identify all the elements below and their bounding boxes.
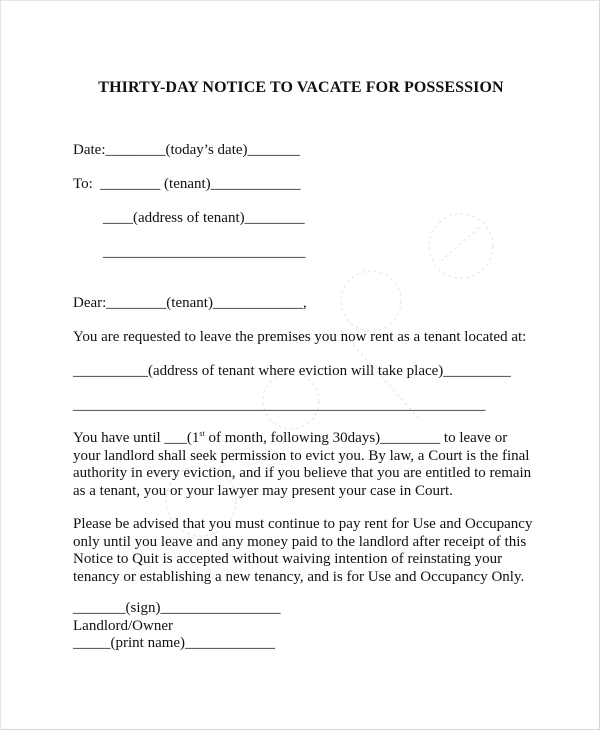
signer-role: Landlord/Owner bbox=[73, 617, 173, 634]
paragraph-deadline bbox=[73, 430, 543, 500]
print-name-line: _____(print name)____________ bbox=[73, 635, 276, 651]
paragraph-line: only until you leave and any money paid to the landlord after receipt of this bbox=[73, 533, 527, 550]
address-field: ____(address of tenant)________ bbox=[103, 210, 305, 226]
deadline-text-cont: of month, following 30days)________ to leave or bbox=[204, 430, 508, 446]
ordinal-suffix: st bbox=[199, 429, 205, 438]
paragraph-line: your landlord shall seek permission to evict you. By law, a Court is the final bbox=[73, 447, 530, 464]
paragraph-line: authority in every eviction, and if you believe that you are entitled to remain bbox=[73, 465, 532, 481]
paragraph-line: Notice to Quit is accepted without waiving intention of reinstating your bbox=[73, 551, 503, 567]
paragraph-line: as a tenant, you or your lawyer may present your case in Court. bbox=[73, 482, 453, 499]
to-field: To: ________ (tenant)____________ bbox=[73, 176, 301, 192]
paragraph-rent bbox=[73, 516, 543, 586]
paragraph-line: tenancy or establishing a new tenancy, and is for Use and Occupancy Only. bbox=[73, 568, 525, 585]
address-blank-line: ___________________________ bbox=[103, 244, 306, 260]
eviction-address-field: __________(address of tenant where eviction will take place)_________ bbox=[73, 363, 511, 379]
eviction-address-blank-line: _______________________________________________________ bbox=[73, 397, 486, 413]
signature-block bbox=[73, 600, 543, 653]
document-title: THIRTY-DAY NOTICE TO VACATE FOR POSSESSION bbox=[98, 79, 504, 96]
dear-field: Dear:________(tenant)____________, bbox=[73, 295, 307, 311]
deadline-text: You have until ___(1 bbox=[73, 430, 200, 446]
sign-line: _______(sign)________________ bbox=[73, 600, 281, 616]
paragraph-line: Please be advised that you must continue to pay rent for Use and Occupancy bbox=[73, 516, 533, 532]
request-text: You are requested to leave the premises you now rent as a tenant located at: bbox=[73, 329, 527, 345]
date-field: Date:________(today’s date)_______ bbox=[73, 142, 301, 158]
